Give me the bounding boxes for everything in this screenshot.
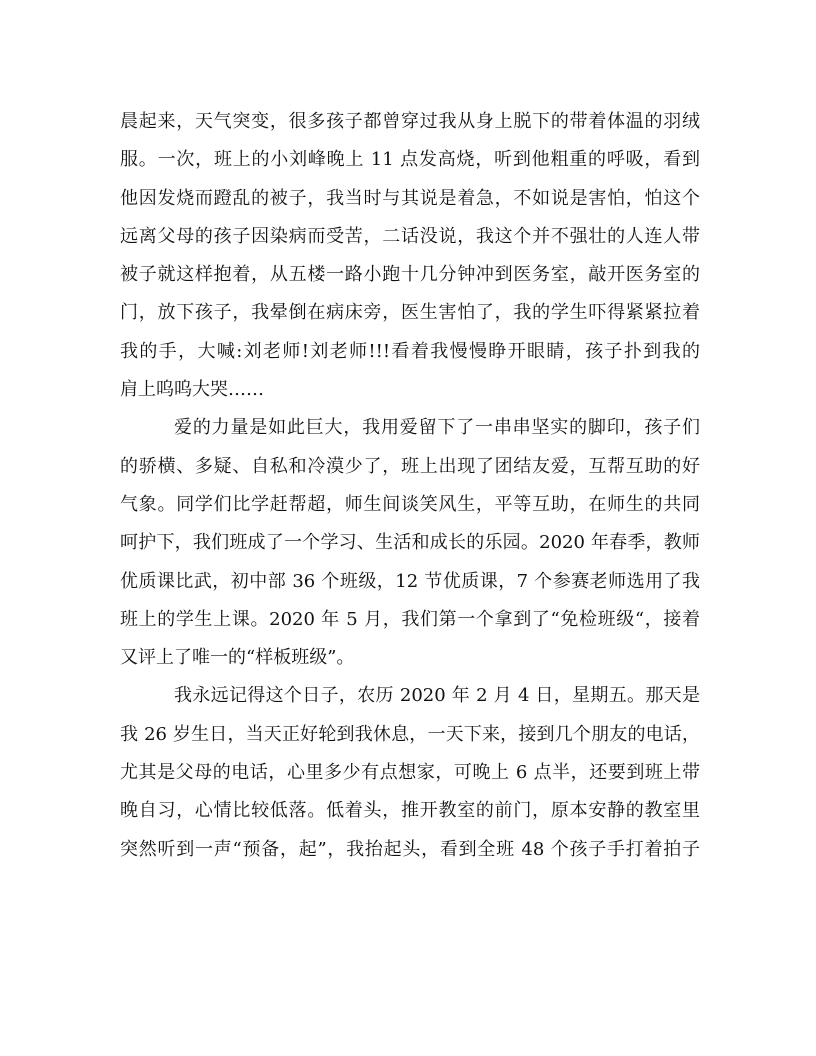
text-line: 尤其是父母的电话，心里多少有点想家，可晚上 6 点半，还要到班上带 bbox=[120, 762, 700, 784]
text-line: 班上的学生上课。2020 年 5 月，我们第一个拿到了“免检班级“，接着 bbox=[120, 608, 700, 630]
text-line: 被子就这样抱着，从五楼一路小跑十几分钟冲到医务室，敲开医务室的 bbox=[120, 264, 700, 286]
text-line: 服。一次，班上的小刘峰晚上 11 点发高烧，听到他粗重的呼吸，看到 bbox=[120, 149, 700, 171]
body-text bbox=[120, 103, 700, 869]
text-line: 优质课比武，初中部 36 个班级，12 节优质课，7 个参赛老师选用了我 bbox=[120, 570, 700, 592]
text-line: 他因发烧而蹬乱的被子，我当时与其说是着急，不如说是害怕，怕这个 bbox=[120, 187, 700, 209]
text-line: 远离父母的孩子因染病而受苦，二话没说，我这个并不强壮的人连人带 bbox=[120, 225, 700, 247]
text-line: 我永远记得这个日子，农历 2020 年 2 月 4 日，星期五。那天是 bbox=[174, 685, 700, 707]
text-line: 肩上呜呜大哭…… bbox=[120, 379, 264, 401]
text-line: 突然听到一声“预备，起”，我抬起头，看到全班 48 个孩子手打着拍子 bbox=[120, 838, 700, 860]
text-line: 又评上了唯一的“样板班级”。 bbox=[120, 647, 355, 669]
text-line: 晚自习，心情比较低落。低着头，推开教室的前门，原本安静的教室里 bbox=[120, 800, 700, 822]
text-line: 晨起来，天气突变，很多孩子都曾穿过我从身上脱下的带着体温的羽绒 bbox=[120, 111, 700, 132]
text-line: 门，放下孩子，我晕倒在病床旁，医生害怕了，我的学生吓得紧紧拉着 bbox=[120, 302, 700, 324]
text-line: 我 26 岁生日，当天正好轮到我休息，一天下来，接到几个朋友的电话， bbox=[120, 723, 700, 745]
text-line: 的骄横、多疑、自私和冷漠少了，班上出现了团结友爱，互帮互助的好 bbox=[120, 455, 700, 477]
text-line: 气象。同学们比学赶帮超，师生间谈笑风生，平等互助，在师生的共同 bbox=[120, 493, 700, 515]
text-line: 爱的力量是如此巨大，我用爱留下了一串串坚实的脚印，孩子们 bbox=[174, 417, 700, 439]
text-line: 我的手，大喊:刘老师!刘老师!!!看着我慢慢睁开眼睛，孩子扑到我的 bbox=[120, 340, 700, 362]
text-line: 呵护下，我们班成了一个学习、生活和成长的乐园。2020 年春季，教师 bbox=[120, 532, 700, 554]
